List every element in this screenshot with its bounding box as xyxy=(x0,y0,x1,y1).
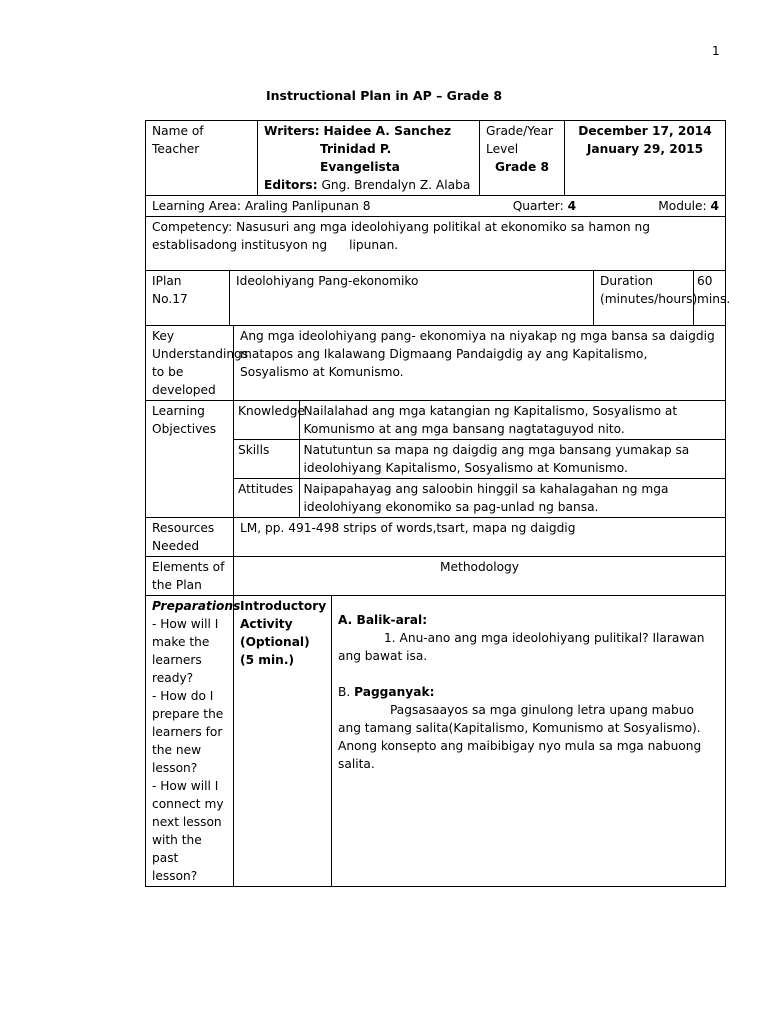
balik-aral-item: 1. Anu-ano ang mga ideolohiyang pulitikal? Ilarawan ang bawat isa. xyxy=(338,631,705,663)
knowledge-label: Knowledge xyxy=(234,401,299,440)
date-2: January 29, 2015 xyxy=(586,142,704,156)
preparations-cell xyxy=(146,596,241,887)
grade-cell xyxy=(480,121,565,196)
competency-text-end: lipunan. xyxy=(349,238,399,252)
pagganyak-prefix: B. xyxy=(338,685,351,699)
elements-label: Elements of the Plan xyxy=(146,557,234,596)
learning-area-row xyxy=(146,196,726,217)
duration-value: 60 mins. xyxy=(694,271,726,326)
introductory-activity-label: Introductory Activity (Optional) (5 min.) xyxy=(234,596,332,887)
activity-content xyxy=(332,596,726,887)
resources-text: LM, pp. 491-498 strips of words,tsart, mapa ng daigdig xyxy=(234,518,726,557)
writers-cell xyxy=(258,121,480,196)
key-understandings-text: Ang mga ideolohiyang pang- ekonomiya na niyakap ng mga bansa sa daigdig matapos ang Ikalawang Digmaang Pandaigdig ay ang Kapitalismo, Sosyalismo at Komunismo. xyxy=(234,326,726,401)
editors-label: Editors: xyxy=(264,178,318,192)
module-value: 4 xyxy=(710,199,720,213)
competency-label: Competency: xyxy=(152,220,233,234)
header-table xyxy=(145,120,726,196)
iplan-label: IPlan No.17 xyxy=(146,271,230,326)
preparations-q1: - How will I make the learners ready? xyxy=(152,617,219,685)
learning-area-label: Learning Area: xyxy=(152,199,241,213)
skills-label: Skills xyxy=(234,440,299,479)
plan-table xyxy=(145,195,731,887)
page-number: 1 xyxy=(712,44,720,58)
writer-2: Trinidad P. Evangelista xyxy=(320,142,400,174)
module-label: Module: xyxy=(658,199,707,213)
quarter-value: 4 xyxy=(567,199,577,213)
quarter-label: Quarter: xyxy=(512,199,564,213)
duration-label: Duration (minutes/hours) xyxy=(594,271,694,326)
pagganyak-title: Pagganyak: xyxy=(354,685,435,699)
balik-aral-title: A. Balik-aral: xyxy=(338,613,428,627)
preparations-q3: - How will I connect my next lesson with the past lesson? xyxy=(152,779,224,883)
attitudes-text: Naipapahayag ang saloobin hinggil sa kahalagahan ng mga ideolohiyang ekonomiko sa pag-unlad ng bansa. xyxy=(299,479,725,518)
skills-text: Natutuntun sa mapa ng daigdig ang mga bansang yumakap sa ideolohiyang Kapitalismo, Sosyalismo at Komunismo. xyxy=(299,440,725,479)
learning-area-value: Araling Panlipunan 8 xyxy=(244,199,371,213)
resources-label: Resources Needed xyxy=(146,518,234,557)
writers-label: Writers: xyxy=(264,124,320,138)
iplan-topic: Ideolohiyang Pang-ekonomiko xyxy=(230,271,594,326)
document-title: Instructional Plan in AP – Grade 8 xyxy=(265,88,503,103)
preparations-q2: - How do I prepare the learners for the new lesson? xyxy=(152,689,224,775)
grade-value: Grade 8 xyxy=(495,160,549,174)
knowledge-text: Nailalahad ang mga katangian ng Kapitalismo, Sosyalismo at Komunismo at ang mga bansang nagtataguyod nito. xyxy=(299,401,725,440)
learning-objectives-label: Learning Objectives xyxy=(146,401,234,518)
dates-cell xyxy=(565,121,726,196)
writer-1: Haidee A. Sanchez xyxy=(323,124,452,138)
competency-row xyxy=(146,217,726,271)
methodology-header: Methodology xyxy=(234,557,726,596)
grade-label: Grade/Year Level xyxy=(486,124,554,156)
objectives-cell xyxy=(234,401,726,518)
preparations-title: Preparations xyxy=(152,599,241,613)
name-of-teacher-label: Name of Teacher xyxy=(146,121,258,196)
pagganyak-text: Pagsasaayos sa mga ginulong letra upang mabuo ang tamang salita(Kapitalismo, Komunismo at Sosyalismo). Anong konsepto ang maibibigay nyo mula sa mga nabuong salita. xyxy=(338,703,702,771)
date-1: December 17, 2014 xyxy=(578,124,712,138)
objectives-table xyxy=(234,401,725,517)
attitudes-label: Attitudes xyxy=(234,479,299,518)
competency-text: Nasusuri ang mga ideolohiyang politikal at ekonomiko sa hamon ng establisadong institusyon ng xyxy=(152,220,650,252)
editor-name: Gng. Brendalyn Z. Alaba xyxy=(321,178,471,192)
key-understandings-label: Key Understandings to be developed xyxy=(146,326,234,401)
